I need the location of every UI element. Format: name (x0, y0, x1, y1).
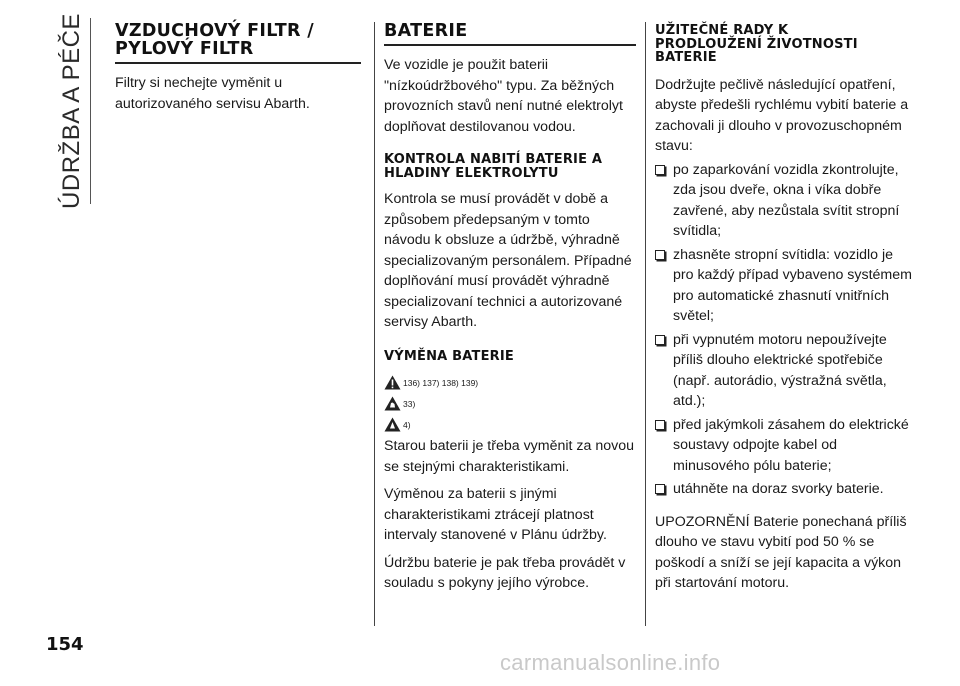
list-item (655, 415, 913, 477)
air-filter-text: Filtry si nechejte vyměnit u autorizovaného servisu Abarth. (115, 75, 310, 112)
checkbox-bullet-icon (655, 250, 665, 260)
warning-references (384, 369, 636, 432)
column-divider-2 (645, 22, 646, 626)
battery-replace-text-2: Výměnou za baterii s jinými charakteristikami ztrácejí platnost intervaly stanovené v Plánu údržby. (384, 486, 607, 543)
chapter-title: ÚDRŽBA A PÉČE (58, 13, 85, 209)
heading-rule (384, 44, 636, 46)
watermark: carmanualsonline.info (500, 650, 721, 675)
battery-tips-list (655, 160, 913, 500)
warning-row (384, 369, 636, 390)
warning-row (384, 390, 636, 411)
list-item (655, 330, 913, 412)
battery-note: UPOZORNĚNÍ Baterie ponechaná příliš dlouho ve stavu vybití pod 50 % se poškodí a sníží se její kapacita a výkon při startování motoru. (655, 513, 907, 591)
warning-ref-text: 136) 137) 138) 139) (403, 378, 479, 388)
page-number: 154 (46, 634, 84, 655)
chapter-sidebar (58, 13, 86, 209)
checkbox-bullet-icon (655, 335, 665, 345)
battery-replace-text-3: Údržbu baterie je pak třeba provádět v souladu s pokyny jejího výrobce. (384, 554, 626, 591)
warning-ref-text: 33) (403, 399, 416, 409)
heading-rule (115, 62, 361, 64)
battery-tips-intro: Dodržujte pečlivě následující opatření, abyste předešli rychlému vybití baterie a zachovali ji dlouho v provozuschopném stavu: (655, 76, 909, 154)
air-filter-heading: VZDUCHOVÝ FILTR / PYLOVÝ FILTR (115, 21, 314, 59)
checkbox-bullet-icon (655, 484, 665, 494)
battery-replace-text-1: Starou baterii je třeba vyměnit za novou se stejnými charakteristikami. (384, 438, 634, 475)
list-item-text: zhasněte stropní svítidla: vozidlo je pro každý případ vybaveno systémem pro automatické zhasnutí vnitřních světel; (673, 246, 912, 324)
battery-check-text: Kontrola se musí provádět v době a způsobem předepsaným v tomto návodu k obsluze a údržbě, výhradně specializovaným personálem. Případné doplňování musí provádět výhradně specializovaní technici a autorizované servisy Abarth. (384, 191, 632, 330)
battery-heading: BATERIE (384, 21, 468, 41)
list-item-text: utáhněte na doraz svorky baterie. (673, 481, 884, 497)
column-battery (384, 22, 636, 594)
list-item (655, 479, 913, 500)
battery-check-heading: KONTROLA NABITÍ BATERIE A HLADINY ELEKTROLYTU (384, 152, 603, 181)
warning-triangle-icon (384, 375, 401, 390)
warning-row (384, 411, 636, 432)
environment-warning-icon (384, 417, 401, 432)
warning-ref-text: 4) (403, 420, 411, 430)
column-divider-1 (374, 22, 375, 626)
battery-intro: Ve vozidle je použit baterii "nízkoúdržbového" typu. Za běžných provozních stavů není nutné elektrolyt doplňovat destilovanou vodou. (384, 57, 623, 135)
hand-warning-icon (384, 396, 401, 411)
sidebar-rule (90, 18, 91, 204)
checkbox-bullet-icon (655, 165, 665, 175)
list-item (655, 160, 913, 242)
list-item-text: po zaparkování vozidla zkontrolujte, zda jsou dveře, okna i víka dobře zavřené, aby nezůstala svítit stropní svítidla; (673, 161, 900, 239)
column-battery-tips (655, 22, 913, 594)
list-item (655, 245, 913, 327)
battery-tips-heading: UŽITEČNÉ RADY K PRODLOUŽENÍ ŽIVOTNOSTI BATERIE (655, 23, 858, 65)
checkbox-bullet-icon (655, 420, 665, 430)
battery-replace-heading: VÝMĚNA BATERIE (384, 348, 514, 364)
list-item-text: při vypnutém motoru nepoužívejte příliš dlouho elektrické spotřebiče (např. autorádio, výstražná světla, atd.); (673, 331, 887, 409)
list-item-text: před jakýmkoli zásahem do elektrické soustavy odpojte kabel od minusového pólu baterie; (673, 416, 909, 474)
column-air-filter (115, 22, 361, 114)
